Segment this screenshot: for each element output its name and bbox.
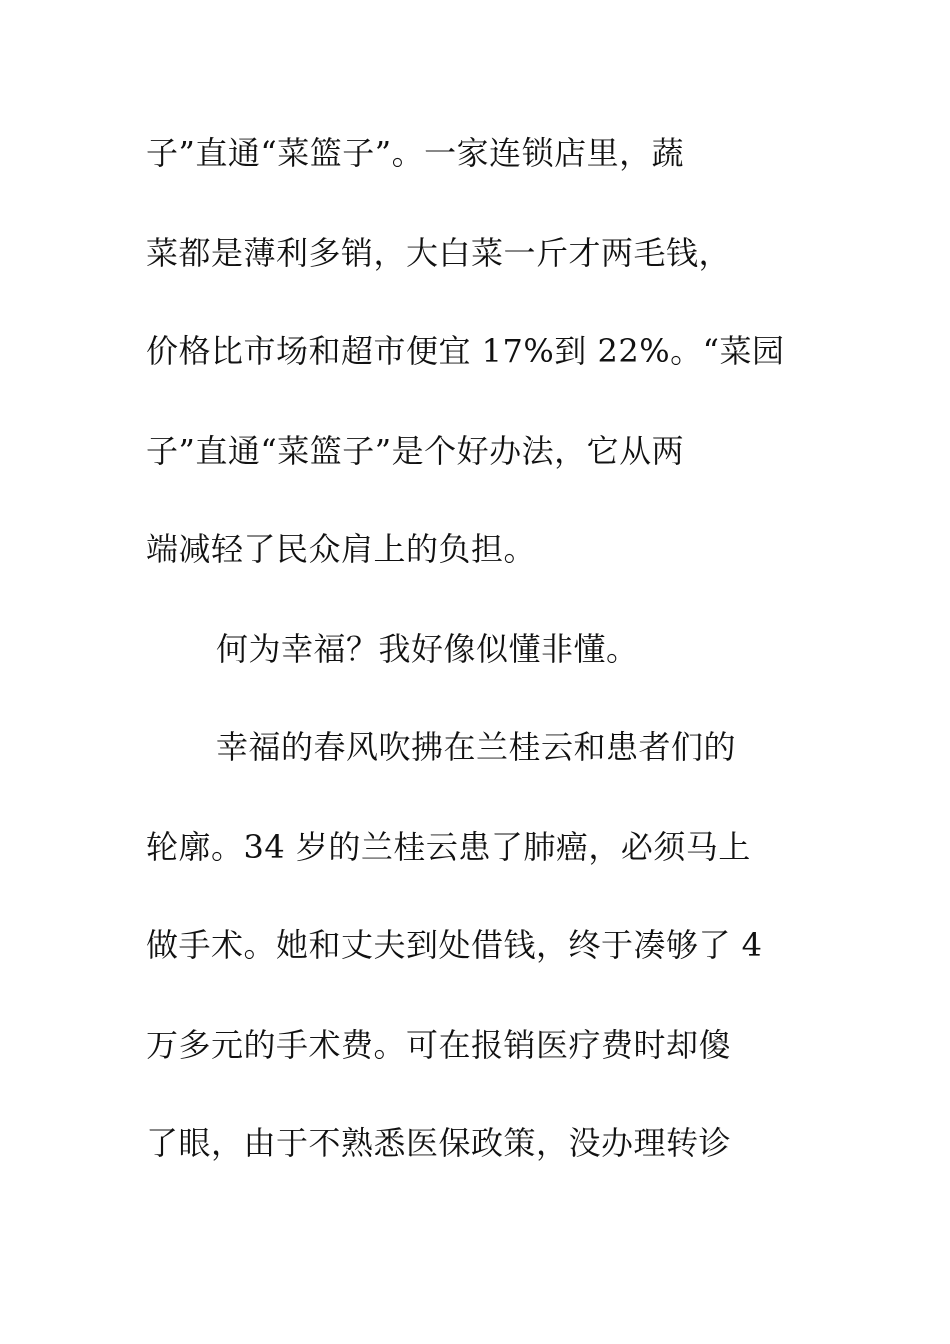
text-line: 轮廓。34 岁的兰桂云患了肺癌，必须马上: [146, 828, 751, 866]
text-line: 价格比市场和超市便宜 17%到 22%。“菜园: [146, 332, 785, 370]
text-line: 子”直通“菜篮子”是个好办法，它从两: [146, 432, 685, 470]
paragraph-first-line: 幸福的春风吹拂在兰桂云和患者们的: [216, 728, 737, 766]
text-line: 子”直通“菜篮子”。一家连锁店里，蔬: [146, 134, 685, 172]
text-line: 端减轻了民众肩上的负担。: [146, 530, 537, 568]
text-line: 万多元的手术费。可在报销医疗费时却傻: [146, 1026, 732, 1064]
text-line: 了眼，由于不熟悉医保政策，没办理转诊: [146, 1124, 732, 1162]
text-line: 做手术。她和丈夫到处借钱，终于凑够了 4: [146, 926, 763, 964]
paragraph-first-line: 何为幸福？我好像似懂非懂。: [216, 630, 639, 668]
text-line: 菜都是薄利多销，大白菜一斤才两毛钱，: [146, 234, 732, 272]
